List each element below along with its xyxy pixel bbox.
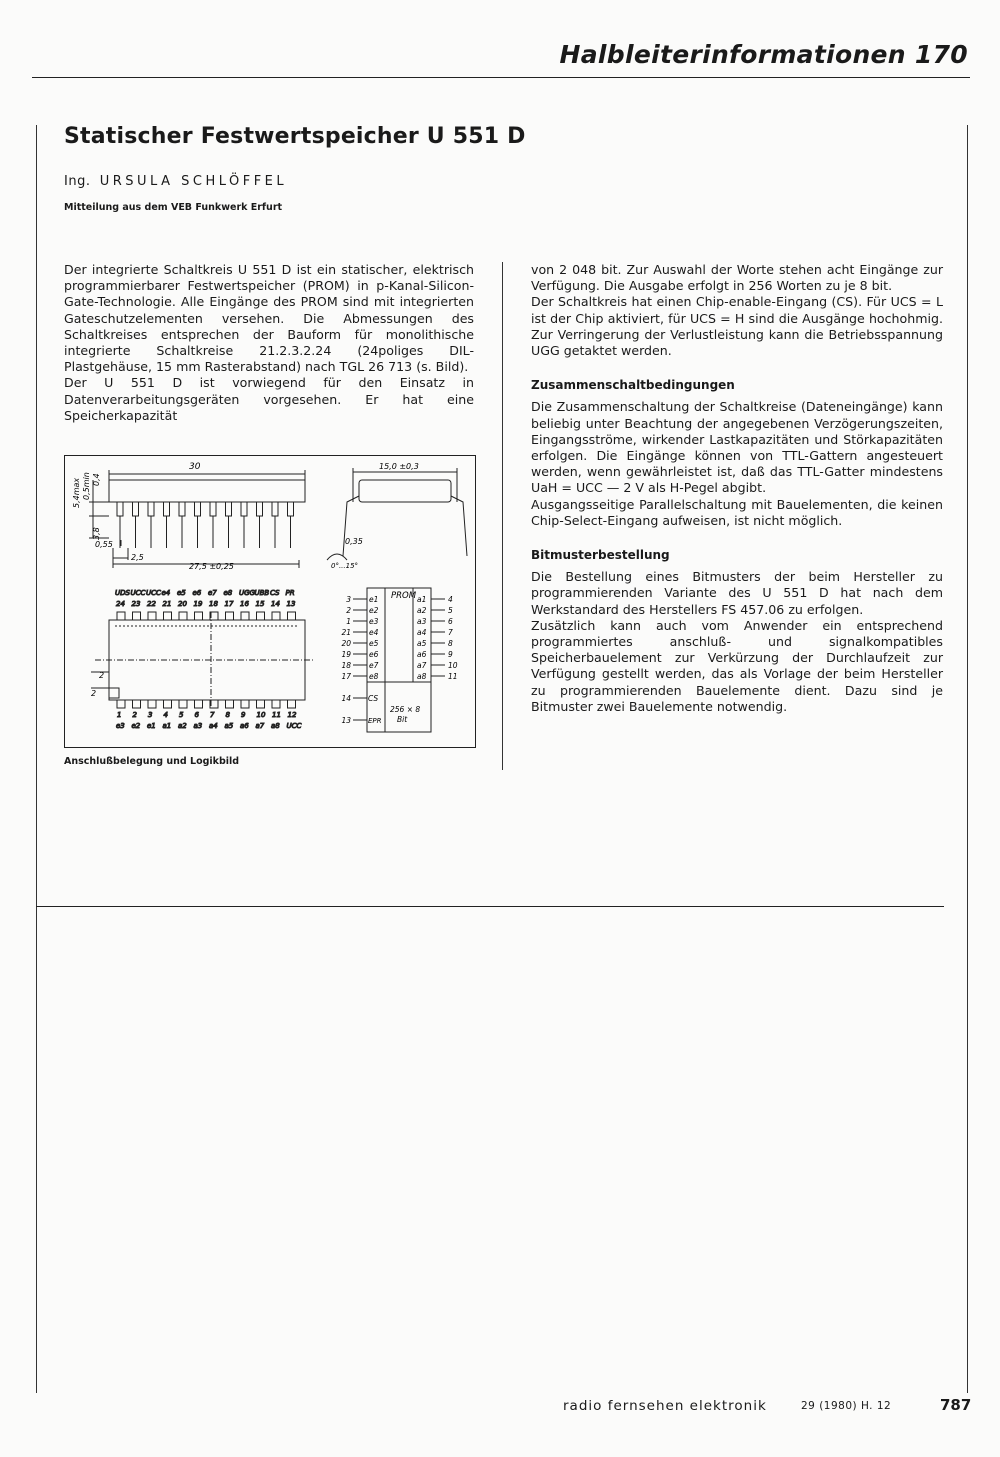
footer-issue: 29 (1980) H. 12: [801, 1400, 892, 1412]
logic-output-label: a1: [417, 595, 427, 604]
bottom-pin-pad: [117, 700, 125, 708]
bottom-pin-label: a2: [178, 722, 187, 730]
top-pin-label: UGG: [239, 589, 255, 597]
logic-input-pin: 17: [341, 672, 351, 681]
bottom-pins: [116, 700, 302, 730]
bottom-pin-number: 12: [287, 711, 297, 719]
logic-epr-label: EPR: [368, 717, 382, 725]
logic-output-pin: 4: [448, 595, 453, 604]
logic-output-pin: 9: [448, 650, 453, 659]
heading-bitmusterbestellung: Bitmusterbestellung: [531, 548, 670, 563]
package-top-view: [91, 612, 315, 708]
logic-org-1: 256 × 8: [390, 705, 421, 714]
top-pin-number: 16: [240, 600, 249, 608]
side-pins: [117, 502, 294, 548]
bottom-pin-label: e3: [116, 722, 125, 730]
logic-input-pin: 18: [341, 661, 351, 670]
bottom-pin-label: a8: [271, 722, 280, 730]
bottom-pin-label: a5: [224, 722, 234, 730]
logic-input-label: e2: [369, 606, 379, 615]
bottom-pin-pad: [195, 700, 203, 708]
top-pin-label: CS: [270, 589, 280, 597]
right-paragraph-3: Die Zusammenschaltung der Schaltkreise (Dateneingänge) kann beliebig unter Beachtung der angegebenen Verzögerungszeiten, Eingangsströme, wirkender Lastkapazitäten und Störkapazitäten erfolgen. Die Eingänge können von TTL-Gattern angesteuert werden, wenn gewährleistet ist, daß das TTL-Gatter mindestens UaH = UCC — 2 V als H-Pegel abgibt.: [531, 399, 943, 496]
top-pin-pad: [179, 612, 187, 620]
side-pin-shoulder: [241, 502, 247, 516]
top-pin-label: e6: [192, 589, 202, 597]
bottom-pin-label: UCC: [286, 722, 302, 730]
bottom-pin-number: 6: [194, 711, 199, 719]
left-column: [64, 262, 474, 424]
logic-title: PROM: [391, 591, 417, 601]
author-prefix: Ing.: [64, 174, 91, 189]
logic-output-pin: 10: [448, 661, 458, 670]
logic-output-pin: 11: [448, 672, 458, 681]
affiliation: Mitteilung aus dem VEB Funkwerk Erfurt: [64, 202, 283, 213]
author-line: [64, 174, 287, 189]
top-pin-pad: [226, 612, 234, 620]
top-pin-pad: [272, 612, 280, 620]
top-pin-label: e5: [177, 589, 186, 597]
bottom-pin-label: a6: [240, 722, 249, 730]
top-pin-number: 17: [224, 600, 234, 608]
top-pin-label: UDS: [115, 589, 130, 597]
top-pin-pad: [164, 612, 172, 620]
right-column: [531, 262, 943, 715]
top-pin-number: 13: [286, 600, 296, 608]
logic-output-pin: 8: [448, 639, 453, 648]
dim-height-a: 5,4max: [72, 477, 81, 508]
logic-output-pin: 5: [448, 606, 453, 615]
bottom-pin-pad: [226, 700, 234, 708]
top-pin-pad: [148, 612, 156, 620]
logic-input-label: e6: [369, 650, 379, 659]
bottom-pin-number: 8: [225, 711, 230, 719]
top-pin-number: 20: [178, 600, 187, 608]
dim-height-b: 0,5min: [82, 472, 91, 500]
top-pin-pad: [288, 612, 296, 620]
logic-input-pin: 2: [346, 606, 351, 615]
right-margin-rule: [967, 125, 968, 1393]
column-divider: [502, 262, 503, 770]
bottom-pin-label: a7: [255, 722, 265, 730]
logic-output-pin: 6: [448, 617, 453, 626]
logic-output-label: a4: [417, 628, 427, 637]
side-pin-shoulder: [210, 502, 216, 516]
side-pin-shoulder: [179, 502, 185, 516]
top-pin-label: e4: [161, 589, 171, 597]
bottom-pin-pad: [164, 700, 172, 708]
side-pin-shoulder: [195, 502, 201, 516]
bottom-pin-label: e1: [147, 722, 156, 730]
dim-notch-a: 2: [99, 671, 105, 680]
dim-pin-width: 0,55: [95, 540, 113, 549]
author-name: URSULA SCHLÖFFEL: [99, 174, 288, 189]
bottom-pin-number: 2: [132, 711, 137, 719]
right-paragraph-1: von 2 048 bit. Zur Auswahl der Worte stehen acht Eingänge zur Verfügung. Die Ausgabe erfolgt in 256 Worten zu je 8 bit.: [531, 262, 943, 294]
pinout-figure: [65, 456, 475, 747]
bottom-pin-pad: [148, 700, 156, 708]
package-end-view: [327, 468, 467, 560]
top-pin-label: PR: [285, 589, 295, 597]
bottom-pin-pad: [288, 700, 296, 708]
logic-epr-pin: 13: [341, 716, 351, 725]
bottom-pin-pad: [179, 700, 187, 708]
left-margin-rule: [36, 125, 37, 1393]
logic-output-pin: 7: [448, 628, 453, 637]
right-paragraph-4: Ausgangsseitige Parallelschaltung mit Bauelementen, die keinen Chip-Select-Eingang aufweisen, ist nicht möglich.: [531, 496, 943, 528]
bottom-pin-pad: [133, 700, 141, 708]
logic-output-label: a8: [417, 672, 427, 681]
top-pin-pad: [257, 612, 265, 620]
logic-input-label: e8: [369, 672, 379, 681]
logic-input-pin: 3: [346, 595, 351, 604]
side-pin-shoulder: [148, 502, 154, 516]
logic-input-label: e1: [369, 595, 379, 604]
top-pins: [115, 589, 296, 620]
bottom-pin-number: 9: [241, 711, 246, 719]
side-pin-shoulder: [117, 502, 123, 516]
top-pin-label: e7: [208, 589, 217, 597]
bottom-pin-number: 1: [117, 711, 122, 719]
package-side-body: [109, 480, 305, 502]
top-pin-label: UCC: [130, 589, 146, 597]
logic-input-pin: 21: [341, 628, 351, 637]
logic-output-label: a6: [417, 650, 427, 659]
bottom-pin-number: 3: [148, 711, 153, 719]
right-paragraph-6: Zusätzlich kann auch vom Anwender ein entsprechend programmiertes anschluß- und signalkompatibles Speicherbauelement zur Verkürzung der Durchlaufzeit zur Verfügung gestellt werden, das als Vorlage der beim Hersteller zu programmierenden Bauelemente dient. Dazu sind je Bitmuster zwei Bauelemente notwendig.: [531, 617, 943, 714]
bottom-pin-label: a4: [209, 722, 218, 730]
top-pin-pad: [195, 612, 203, 620]
header-rule: [32, 77, 970, 78]
bottom-pin-label: a3: [193, 722, 203, 730]
side-pin-shoulder: [164, 502, 170, 516]
right-paragraph-5: Die Bestellung eines Bitmusters der beim Hersteller zu programmierenden Variante des U 551 D hat nach dem Werkstandard des Herstellers FS 457.06 zu erfolgen.: [531, 569, 943, 617]
top-pin-number: 22: [147, 600, 156, 608]
bottom-pin-number: 5: [179, 711, 184, 719]
top-pin-label: UCC: [146, 589, 161, 597]
bottom-pin-label: e2: [131, 722, 141, 730]
left-paragraph-1: Der integrierte Schaltkreis U 551 D ist ein statischer, elektrisch programmierbarer Festwertspeicher (PROM) in p-Kanal-Silicon-Gate-Technologie. Alle Eingänge des PROM sind mit integrierten Gateschutzelementen versehen. Die Abmessungen des Schaltkreises entsprechen der Bauform für monolithische integrierte Schaltkreise 21.2.3.2.24 (24poliges DIL-Plastgehäuse, 15 mm Rasterabstand) nach TGL 26 713 (s. Bild).: [64, 262, 474, 375]
bottom-pin-pad: [241, 700, 249, 708]
top-pin-number: 24: [116, 600, 125, 608]
top-pin-label: e8: [223, 589, 233, 597]
top-pin-number: 19: [193, 600, 203, 608]
logic-input-pin: 19: [341, 650, 351, 659]
side-pin-shoulder: [257, 502, 263, 516]
bottom-pin-number: 4: [163, 711, 168, 719]
top-pin-pad: [117, 612, 125, 620]
side-pin-shoulder: [133, 502, 139, 516]
logic-input-label: e3: [369, 617, 379, 626]
bottom-pin-number: 11: [272, 711, 281, 719]
heading-zusammenschaltbedingungen: Zusammenschaltbedingungen: [531, 378, 735, 393]
dim-angle: 0°...15°: [331, 562, 359, 570]
logic-input-pin: 20: [341, 639, 351, 648]
dim-pin-length: 3,8: [92, 527, 101, 540]
top-pin-label: UBB: [254, 589, 270, 597]
logic-cs-pin: 14: [341, 694, 351, 703]
logic-org-2: Bit: [397, 715, 408, 724]
figure-frame: [64, 455, 476, 748]
right-paragraph-2: Der Schaltkreis hat einen Chip-enable-Eingang (CS). Für UCS = L ist der Chip aktiviert, für UCS = H sind die Ausgänge hochohmig. Zur Verringerung der Verlustleistung kann die Betriebsspannung UGG getaktet werden.: [531, 294, 943, 359]
logic-input-label: e7: [369, 661, 379, 670]
top-pin-number: 18: [209, 600, 218, 608]
dim-span: 27,5 ±0,25: [189, 562, 234, 571]
logic-input-pin: 1: [346, 617, 351, 626]
top-pin-number: 21: [162, 600, 172, 608]
logic-output-label: a7: [417, 661, 427, 670]
logic-cs-label: CS: [368, 694, 379, 703]
dim-width: 15,0 ±0,3: [379, 462, 419, 471]
article-title: Statischer Festwertspeicher U 551 D: [64, 124, 526, 149]
top-pin-number: 15: [255, 600, 265, 608]
bottom-pin-number: 7: [210, 711, 215, 719]
dim-thickness: 0,4: [92, 473, 101, 486]
logic-output-label: a3: [417, 617, 427, 626]
dim-pitch: 2,5: [131, 553, 144, 562]
bottom-pin-number: 10: [256, 711, 266, 719]
logic-output-label: a5: [417, 639, 427, 648]
logic-input-label: e4: [369, 628, 379, 637]
page-number: 787: [940, 1396, 972, 1414]
bottom-pin-pad: [257, 700, 265, 708]
dim-notch-b: 2: [91, 689, 97, 698]
logic-output-label: a2: [417, 606, 427, 615]
content-end-rule: [36, 906, 944, 907]
logic-input-label: e5: [369, 639, 379, 648]
top-pin-pad: [241, 612, 249, 620]
section-header: Halbleiterinformationen 170: [559, 40, 968, 69]
side-pin-shoulder: [288, 502, 294, 516]
bottom-pin-label: a1: [162, 722, 172, 730]
bottom-pin-pad: [272, 700, 280, 708]
dim-lead-thickness: 0,35: [345, 537, 363, 546]
top-pin-pad: [133, 612, 141, 620]
side-pin-shoulder: [226, 502, 232, 516]
dim-length: 30: [189, 462, 201, 472]
top-pin-number: 23: [131, 600, 141, 608]
footer-journal: radio fernsehen elektronik: [563, 1398, 767, 1414]
left-paragraph-2: Der U 551 D ist vorwiegend für den Einsatz in Datenverarbeitungsgeräten vorgesehen. Er hat eine Speicherkapazität: [64, 375, 474, 423]
side-pin-shoulder: [272, 502, 278, 516]
figure-caption: Anschlußbelegung und Logikbild: [64, 756, 240, 767]
top-pin-number: 14: [271, 600, 280, 608]
